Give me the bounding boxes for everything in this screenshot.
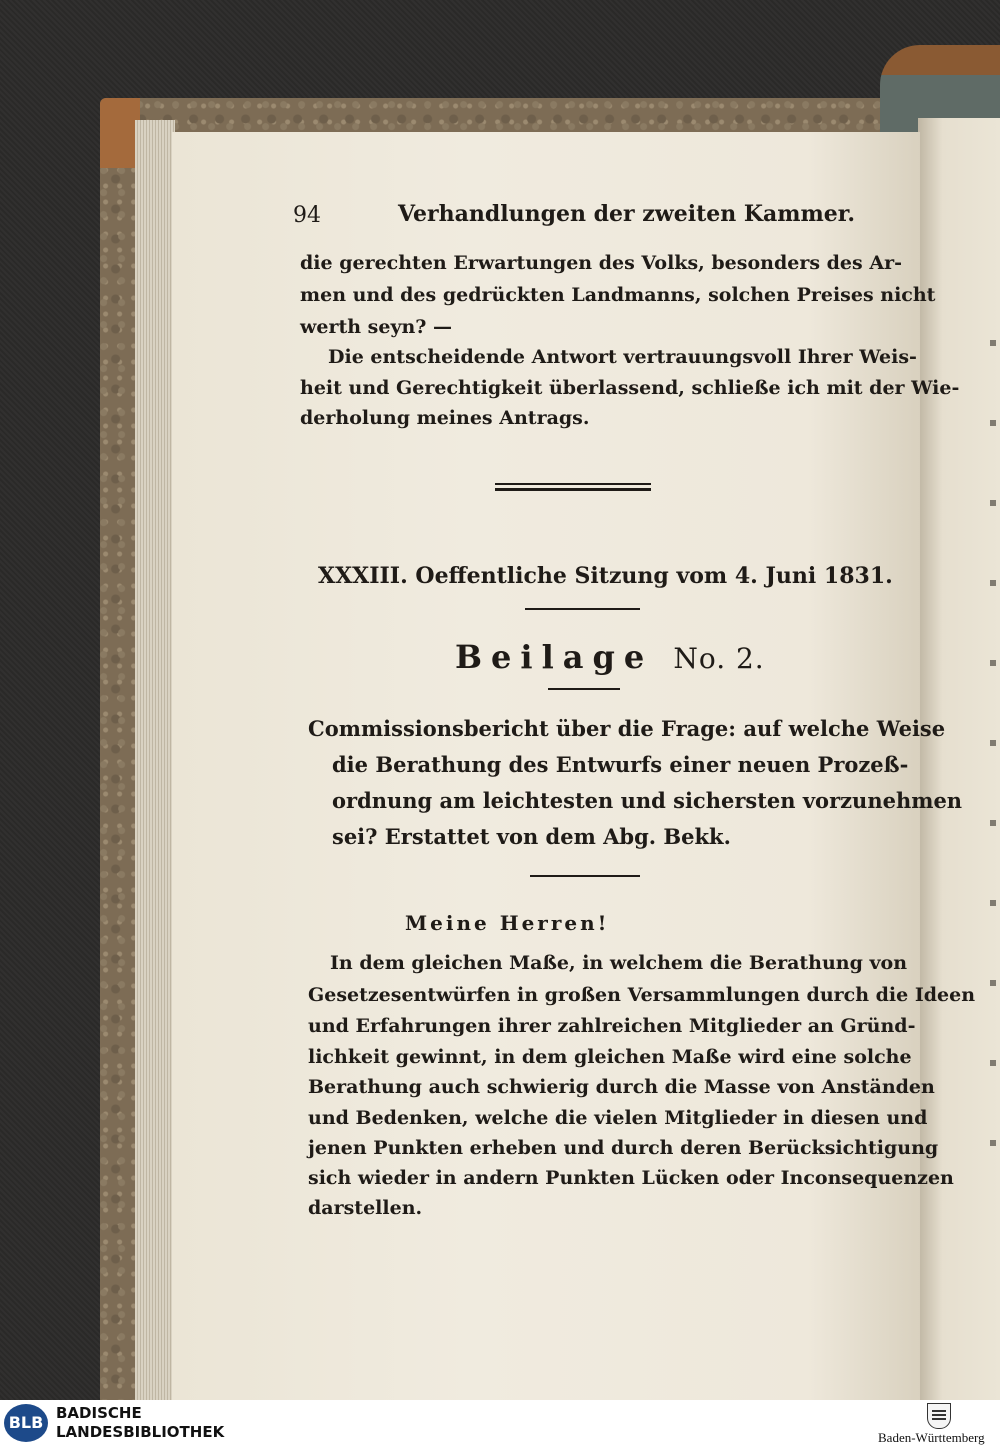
book-cover-corner [100,98,140,168]
blb-logo[interactable]: BLB [4,1404,48,1442]
library-name-line1: BADISCHE [56,1404,142,1422]
top-paragraph-line: Die entscheidende Antwort vertrauungsvoll Ihrer Weis- [328,346,917,368]
page-edges [135,120,175,1400]
body-line: In dem gleichen Maße, in welchem die Berathung von [330,952,908,974]
facing-page-text-fragments [990,300,996,1200]
library-name-line2: LANDESBIBLIOTHEK [56,1423,225,1441]
body-line: und Erfahrungen ihrer zahlreichen Mitglieder an Gründ- [308,1015,916,1037]
body-line: jenen Punkten erheben und durch deren Berücksichtigung [308,1137,939,1159]
report-title-line: ordnung am leichtesten und sichersten vorzunehmen [332,788,963,813]
library-name[interactable] [56,1404,224,1442]
separator-rule-top [495,483,651,485]
report-title-line: Commissionsbericht über die Frage: auf welche Weise [308,716,946,741]
top-paragraph-line: werth seyn? — [300,316,453,338]
beilage-number: No. 2. [673,642,765,675]
top-paragraph-line: derholung meines Antrags. [300,407,590,429]
region-label: Baden-Württemberg [878,1430,985,1445]
beilage-title [455,638,765,676]
top-paragraph-line: die gerechten Erwartungen des Volks, besonders des Ar- [300,252,902,274]
page-number: 94 [293,203,321,228]
heading-rule [525,608,640,610]
facing-page [918,118,1000,1400]
separator-rule-bottom [495,488,651,491]
body-line: sich wieder in andern Punkten Lücken oder Inconsequenzen [308,1167,954,1189]
report-title-line: die Berathung des Entwurfs einer neuen Prozeß- [332,752,909,777]
beilage-rule [548,688,620,690]
body-line: darstellen. [308,1197,423,1219]
beilage-word: Beilage [455,638,654,676]
body-line: Berathung auch schwierig durch die Masse von Anständen [308,1076,935,1098]
crest-icon [927,1403,951,1429]
body-line: lichkeit gewinnt, in dem gleichen Maße wird eine solche [308,1046,912,1068]
report-rule [530,875,640,877]
top-paragraph-line: heit und Gerechtigkeit überlassend, schließe ich mit der Wie- [300,377,960,399]
body-line: und Bedenken, welche die vielen Mitglieder in diesen und [308,1107,928,1129]
body-line: Gesetzesentwürfen in großen Versammlungen durch die Ideen [308,984,976,1006]
report-title-line: sei? Erstattet von dem Abg. Bekk. [332,824,731,849]
top-paragraph-line: men und des gedrückten Landmanns, solchen Preises nicht [300,284,936,306]
session-heading: XXXIII. Oeffentliche Sitzung vom 4. Juni 1831. [318,563,893,589]
running-head: Verhandlungen der zweiten Kammer. [398,201,856,227]
salutation: Meine Herren! [405,911,610,935]
